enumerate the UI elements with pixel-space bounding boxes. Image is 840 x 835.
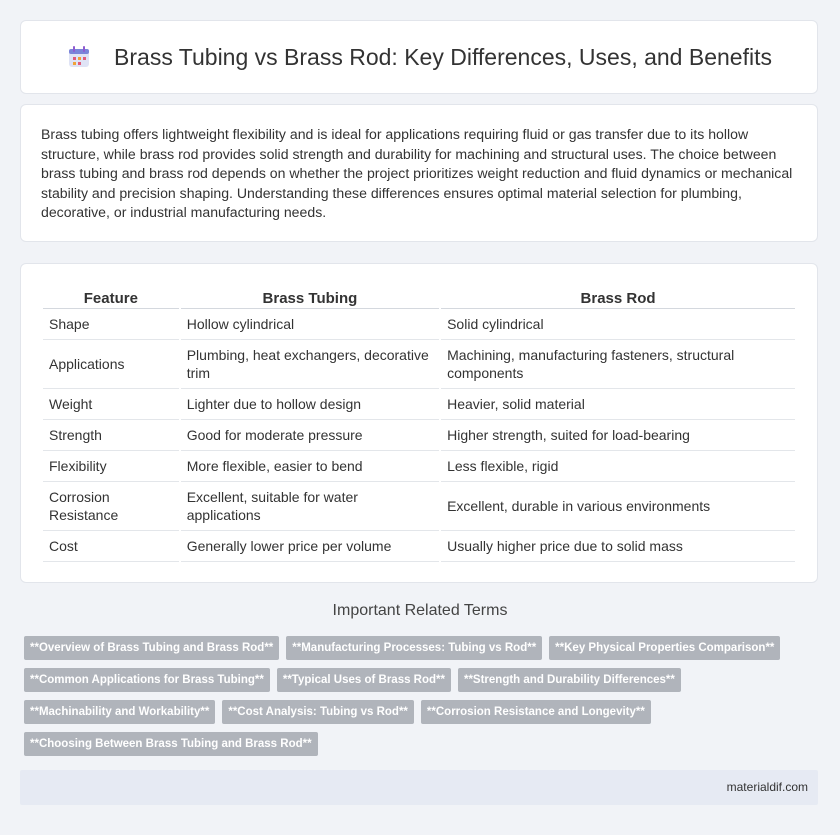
table-cell: Shape (43, 309, 179, 340)
related-term-tag[interactable]: **Common Applications for Brass Tubing** (24, 668, 270, 692)
table-cell: Hollow cylindrical (181, 309, 439, 340)
table-cell: Higher strength, suited for load-bearing (441, 420, 795, 451)
table-cell: Heavier, solid material (441, 389, 795, 420)
column-header: Brass Tubing (181, 286, 439, 309)
related-term-tag[interactable]: **Corrosion Resistance and Longevity** (421, 700, 651, 724)
table-cell: Strength (43, 420, 179, 451)
comparison-table-card (20, 263, 818, 583)
related-term-tag[interactable]: **Manufacturing Processes: Tubing vs Rod** (286, 636, 542, 660)
table-cell: Plumbing, heat exchangers, decorative trim (181, 340, 439, 389)
table-row (43, 309, 795, 340)
table-row (43, 389, 795, 420)
table-cell: Less flexible, rigid (441, 451, 795, 482)
table-row (43, 482, 795, 531)
table-row (43, 340, 795, 389)
table-cell: Good for moderate pressure (181, 420, 439, 451)
calendar-icon (66, 44, 92, 70)
column-header: Feature (43, 286, 179, 309)
comparison-table (41, 286, 797, 562)
related-terms-title: Important Related Terms (332, 602, 508, 619)
footer (20, 770, 818, 805)
table-cell: Flexibility (43, 451, 179, 482)
table-row (43, 531, 795, 562)
table-cell: Cost (43, 531, 179, 562)
table-cell: Excellent, durable in various environments (441, 482, 795, 531)
page-title: Brass Tubing vs Brass Rod: Key Differences, Uses, and Benefits (114, 43, 772, 70)
table-row (43, 451, 795, 482)
related-term-tag[interactable]: **Overview of Brass Tubing and Brass Rod** (24, 636, 279, 660)
related-term-tag[interactable]: **Key Physical Properties Comparison** (549, 636, 780, 660)
table-cell: Applications (43, 340, 179, 389)
table-cell: Solid cylindrical (441, 309, 795, 340)
table-cell: Corrosion Resistance (43, 482, 179, 531)
footer-site-link[interactable]: materialdif.com (726, 780, 808, 794)
related-term-tag[interactable]: **Strength and Durability Differences** (458, 668, 681, 692)
intro-card (20, 104, 818, 242)
intro-text: Brass tubing offers lightweight flexibility and is ideal for applications requiring fluid or gas transfer due to its hollow structure, while brass rod provides solid strength and durability for machining and structural uses. The choice between brass tubing and brass rod depends on whether the project prioritizes weight reduction and fluid dynamics or mechanical stability and precision shaping. Understanding these differences ensures optimal material selection for plumbing, decorative, or industrial manufacturing needs. (41, 126, 793, 221)
related-terms-tags (24, 636, 824, 764)
related-term-tag[interactable]: **Typical Uses of Brass Rod** (277, 668, 451, 692)
table-cell: Excellent, suitable for water applications (181, 482, 439, 531)
header-card (20, 20, 818, 94)
table-header-row (43, 286, 795, 309)
table-cell: Lighter due to hollow design (181, 389, 439, 420)
table-row (43, 420, 795, 451)
related-term-tag[interactable]: **Cost Analysis: Tubing vs Rod** (222, 700, 414, 724)
related-term-tag[interactable]: **Choosing Between Brass Tubing and Brass Rod** (24, 732, 318, 756)
table-cell: Weight (43, 389, 179, 420)
table-cell: Machining, manufacturing fasteners, structural components (441, 340, 795, 389)
column-header: Brass Rod (441, 286, 795, 309)
table-cell: More flexible, easier to bend (181, 451, 439, 482)
table-cell: Usually higher price due to solid mass (441, 531, 795, 562)
table-cell: Generally lower price per volume (181, 531, 439, 562)
related-term-tag[interactable]: **Machinability and Workability** (24, 700, 215, 724)
